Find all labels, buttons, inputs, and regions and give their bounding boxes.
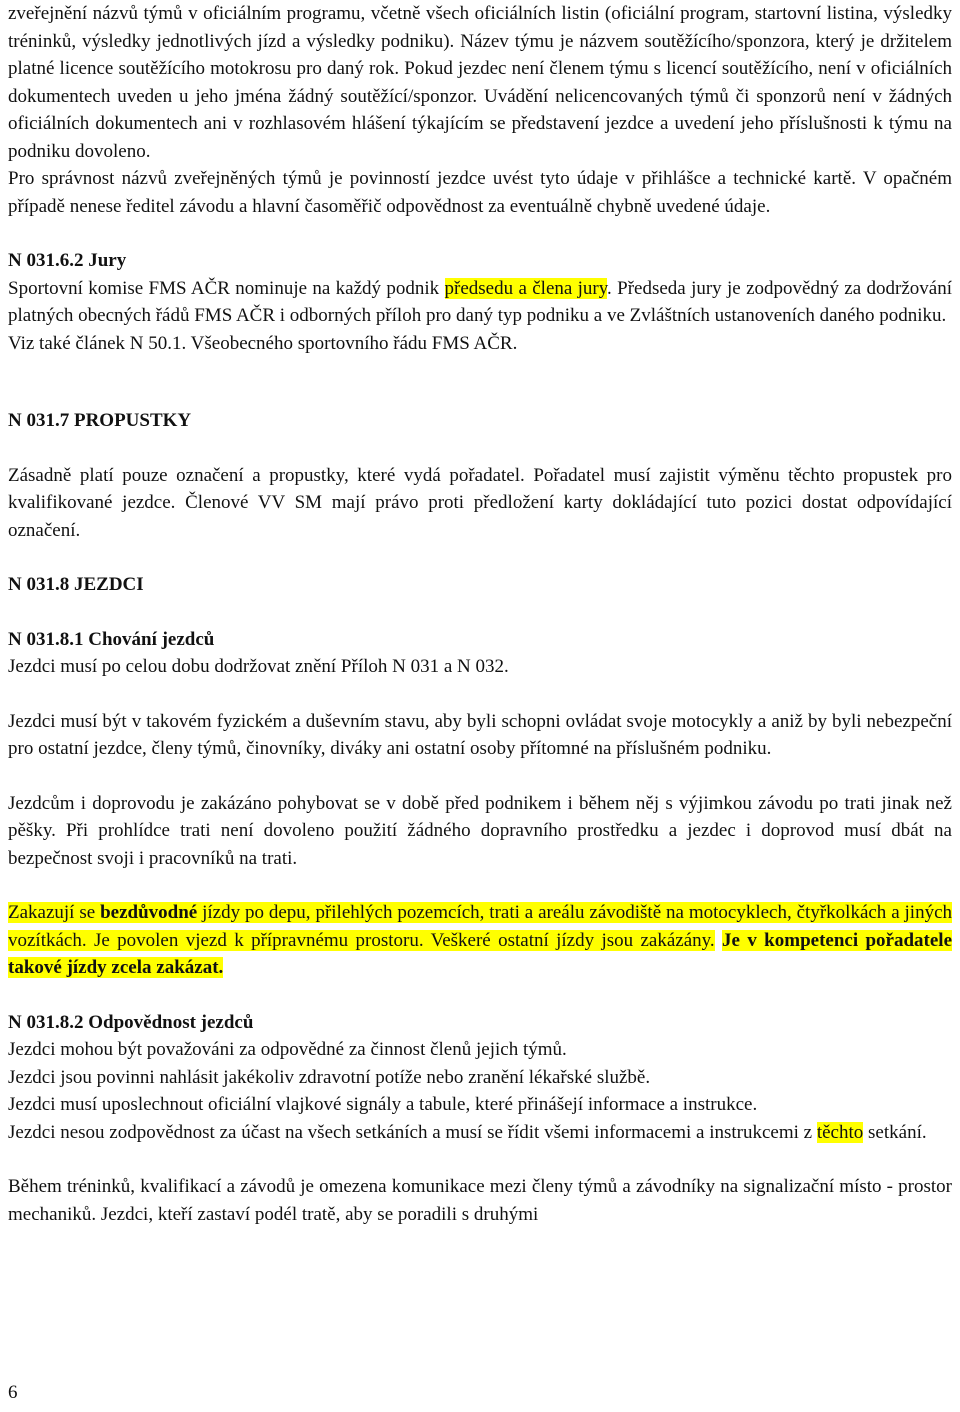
jury-text-b: . Předseda jury je zodpovědný za dodržování platných obecných řádů FMS AČR i odborných příloh pro daný typ podniku a ve Zvláštních ustanoveních daného podniku.	[8, 277, 952, 326]
resp4-highlight: těchto	[816, 1121, 864, 1143]
heading-odpovednost: N 031.8.2 Odpovědnost jezdců	[8, 1011, 254, 1033]
document-page	[8, 0, 952, 1228]
resp4-text-a: Jezdci nesou zodpovědnost za účast na všech setkáních a musí se řídit všemi informacemi a instrukcemi z	[8, 1121, 817, 1143]
paragraph-physical-state: Jezdci musí být v takovém fyzickém a duševním stavu, aby byli schopni ovládat svoje motocykly a aniž by byli nebezpeční pro ostatní jezdce, členy týmů, činovníky, diváky ani ostatní osoby přítomné na příslušném podniku.	[8, 710, 952, 759]
text-unlicensed: Uvádění nelicencovaných týmů či sponzorů není v žádných oficiálních dokumentech ani v rozhlasovém hlášení týkajícím se představení jezdce a uvedení jeho příslušnosti k týmu na podniku dovoleno.	[8, 85, 952, 162]
line-responsibility-3: Jezdci musí uposlechnout oficiální vlajkové signály a tabule, které přinášejí informace a instrukce.	[8, 1094, 758, 1115]
resp4-text-c: setkání.	[863, 1121, 927, 1143]
paragraph-prohibition	[8, 899, 952, 982]
prohibition-bold-end: Je v kompetenci pořadatele takové jízdy zcela zakázat.	[8, 929, 953, 978]
heading-chovani-jezdcu: N 031.8.1 Chování jezdců	[8, 628, 215, 650]
jury-text-a: Sportovní komise FMS AČR nominuje na každý podnik	[8, 277, 445, 299]
prohibition-text-c: jízdy po depu, přilehlých pozemcích, trati a areálu závodiště na motocyklech, čtyřkolkách a jiných vozítkách. Je povolen vjezd k přípravnému prostoru. Veškeré ostatní jízdy jsou zakázány.	[8, 902, 953, 951]
line-responsibility-2: Jezdci jsou povinni nahlásit jakékoliv zdravotní potíže nebo zranění lékařské službě.	[8, 1066, 651, 1088]
page-number: 6	[8, 1382, 18, 1403]
paragraph-movement: Jezdcům i doprovodu je zakázáno pohybovat se v době před podnikem i během něj s výjimkou závodu po trati jinak než pěšky. Při prohlídce trati není dovoleno použití žádného dopravního prostředku a jezdec i doprovod musí dbát na bezpečnost svoji i pracovníků na trati.	[8, 792, 952, 869]
paragraph-jury-see-also: Viz také článek N 50.1. Všeobecného sportovního řádu FMS AČR.	[8, 332, 518, 354]
heading-jury: N 031.6.2 Jury	[8, 250, 127, 271]
paragraph-propustky: Zásadně platí pouze označení a propustky, které vydá pořadatel. Pořadatel musí zajistit výměnu těchto propustek pro kvalifikované jezdce. Členové VV SM mají právo proti předložení karty dokládající tuto pozici dostat odpovídající označení.	[8, 464, 952, 541]
paragraph-jury	[8, 275, 952, 330]
text-team-names: zveřejnění názvů týmů v oficiálním programu, včetně všech oficiálních listin (oficiální program, startovní listina, výsledky tréninků, výsledky jednotlivých jízd a výsledky podniku). Název týmu je názvem soutěžícího/sponzora, který je držitelem platné licence soutěžícího motokrosu pro daný rok.	[8, 3, 952, 79]
jury-highlight: předsedu a člena jury	[444, 277, 608, 299]
paragraph-team-names	[8, 0, 952, 165]
paragraph-communication: Během tréninků, kvalifikací a závodů je omezena komunikace mezi členy týmů a závodníky na signalizační místo - prostor mechaniků. Jezdci, kteří zastaví podél tratě, aby se poradili s druhými	[8, 1176, 952, 1225]
paragraph-appendix: Jezdci musí po celou dobu dodržovat znění Příloh N 031 a N 032.	[8, 656, 509, 677]
heading-propustky: N 031.7 PROPUSTKY	[8, 410, 192, 431]
line-responsibility-1: Jezdci mohou být považováni za odpovědné za činnost členů jejich týmů.	[8, 1039, 567, 1060]
heading-jezdci: N 031.8 JEZDCI	[8, 574, 144, 595]
line-responsibility-4	[8, 1119, 952, 1147]
text-no-license: Pokud jezdec není členem týmu s licencí soutěžícího, není v oficiálních dokumentech uveden u jeho jména žádný soutěžící/sponzor.	[8, 58, 953, 107]
prohibition-text-a: Zakazují se	[8, 902, 101, 923]
prohibition-bold: bezdůvodné	[100, 902, 198, 923]
paragraph-correctness: Pro správnost názvů zveřejněných týmů je povinností jezdce uvést tyto údaje v přihlášce a technické kartě. V opačném případě nenese ředitel závodu a hlavní časoměřič odpovědnost za eventuálně chybně uvedené údaje.	[8, 168, 952, 217]
